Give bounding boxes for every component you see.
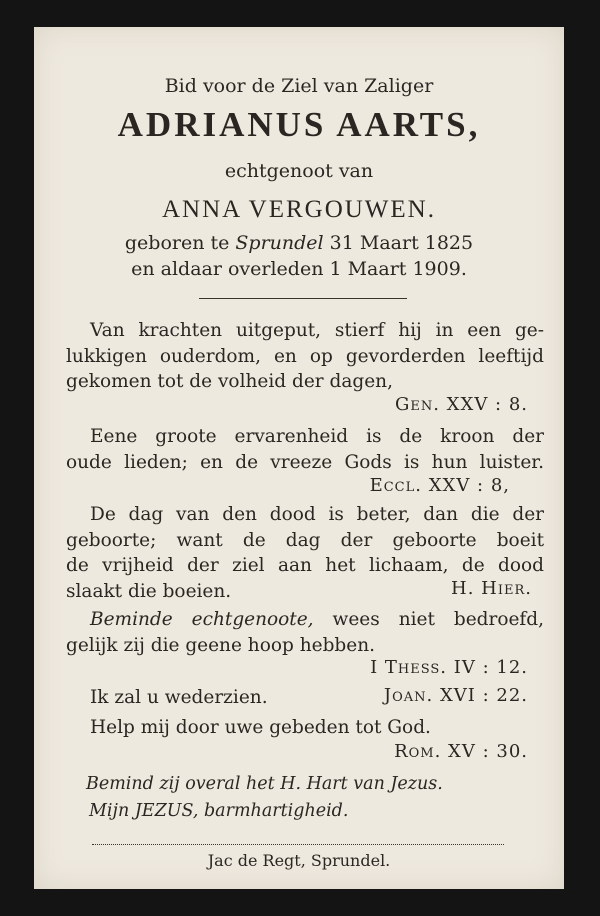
verse-line: de vrijheid der ziel aan het lichaam, de dood — [66, 555, 544, 576]
verse-line: Eene groote ervarenheid is de kroon der — [90, 426, 544, 447]
verse-1 — [66, 318, 544, 395]
birth-date: 31 Maart 1825 — [323, 232, 474, 254]
printer-credit: Jac de Regt, Sprundel. — [207, 851, 391, 870]
verse-italic-start: Beminde echtgenoote, — [90, 609, 314, 630]
birth-place: Sprundel — [235, 232, 324, 254]
verse-5-reference: Joan. XVI : 22. — [383, 685, 528, 706]
verse-4-reference: I Thess. IV : 12. — [370, 657, 528, 678]
verse-line: Help mij door uwe gebeden tot God. — [90, 717, 431, 738]
verse-line: Van krachten uitgeput, stierf hij in een ge- — [90, 320, 544, 341]
verse-line: gekomen tot de volheid der dagen, — [66, 371, 393, 392]
verse-line: oude lieden; en de vreeze Gods is hun luister. — [66, 451, 544, 473]
verse-line: De dag van den dood is beter, dan die der — [90, 504, 544, 525]
verse-3-reference: H. Hier. — [451, 578, 532, 599]
verse-line-rest: wees niet bedroefd, — [313, 609, 544, 630]
card-paper — [34, 27, 564, 889]
dotted-divider — [92, 844, 504, 845]
closing-line-2: Mijn JEZUS, barmhartigheid. — [89, 801, 349, 821]
verse-6 — [66, 715, 544, 741]
prayer-line: Bid voor de Ziel van Zaliger — [164, 75, 434, 97]
verse-4 — [66, 607, 544, 658]
birth-line — [34, 232, 564, 254]
verse-line: lukkigen ouderdom, en op gevorderden leeftijd — [66, 345, 544, 367]
verse-1-reference: Gen. XXV : 8. — [395, 394, 528, 415]
verse-line — [66, 607, 544, 633]
verse-line: Ik zal u wederzien. — [90, 687, 268, 708]
verse-6-reference: Rom. XV : 30. — [394, 741, 528, 762]
verse-line: geboorte; want de dag der geboorte boeit — [66, 529, 544, 551]
verse-line: slaakt die boeien. — [66, 580, 232, 602]
spouse-name: ANNA VERGOUWEN. — [162, 196, 436, 223]
spouse-intro: echtgenoot van — [224, 160, 374, 182]
closing-line-1: Bemind zij overal het H. Hart van Jezus. — [86, 774, 443, 794]
death-line: en aldaar overleden 1 Maart 1909. — [131, 258, 467, 280]
verse-2-reference: Eccl. XXV : 8, — [369, 475, 510, 496]
verse-2 — [66, 424, 544, 475]
deceased-name: ADRIANUS AARTS, — [117, 105, 481, 144]
birth-prefix: geboren te — [124, 232, 236, 254]
divider — [199, 298, 407, 299]
verse-line: gelijk zij die geene hoop hebben. — [66, 634, 376, 656]
